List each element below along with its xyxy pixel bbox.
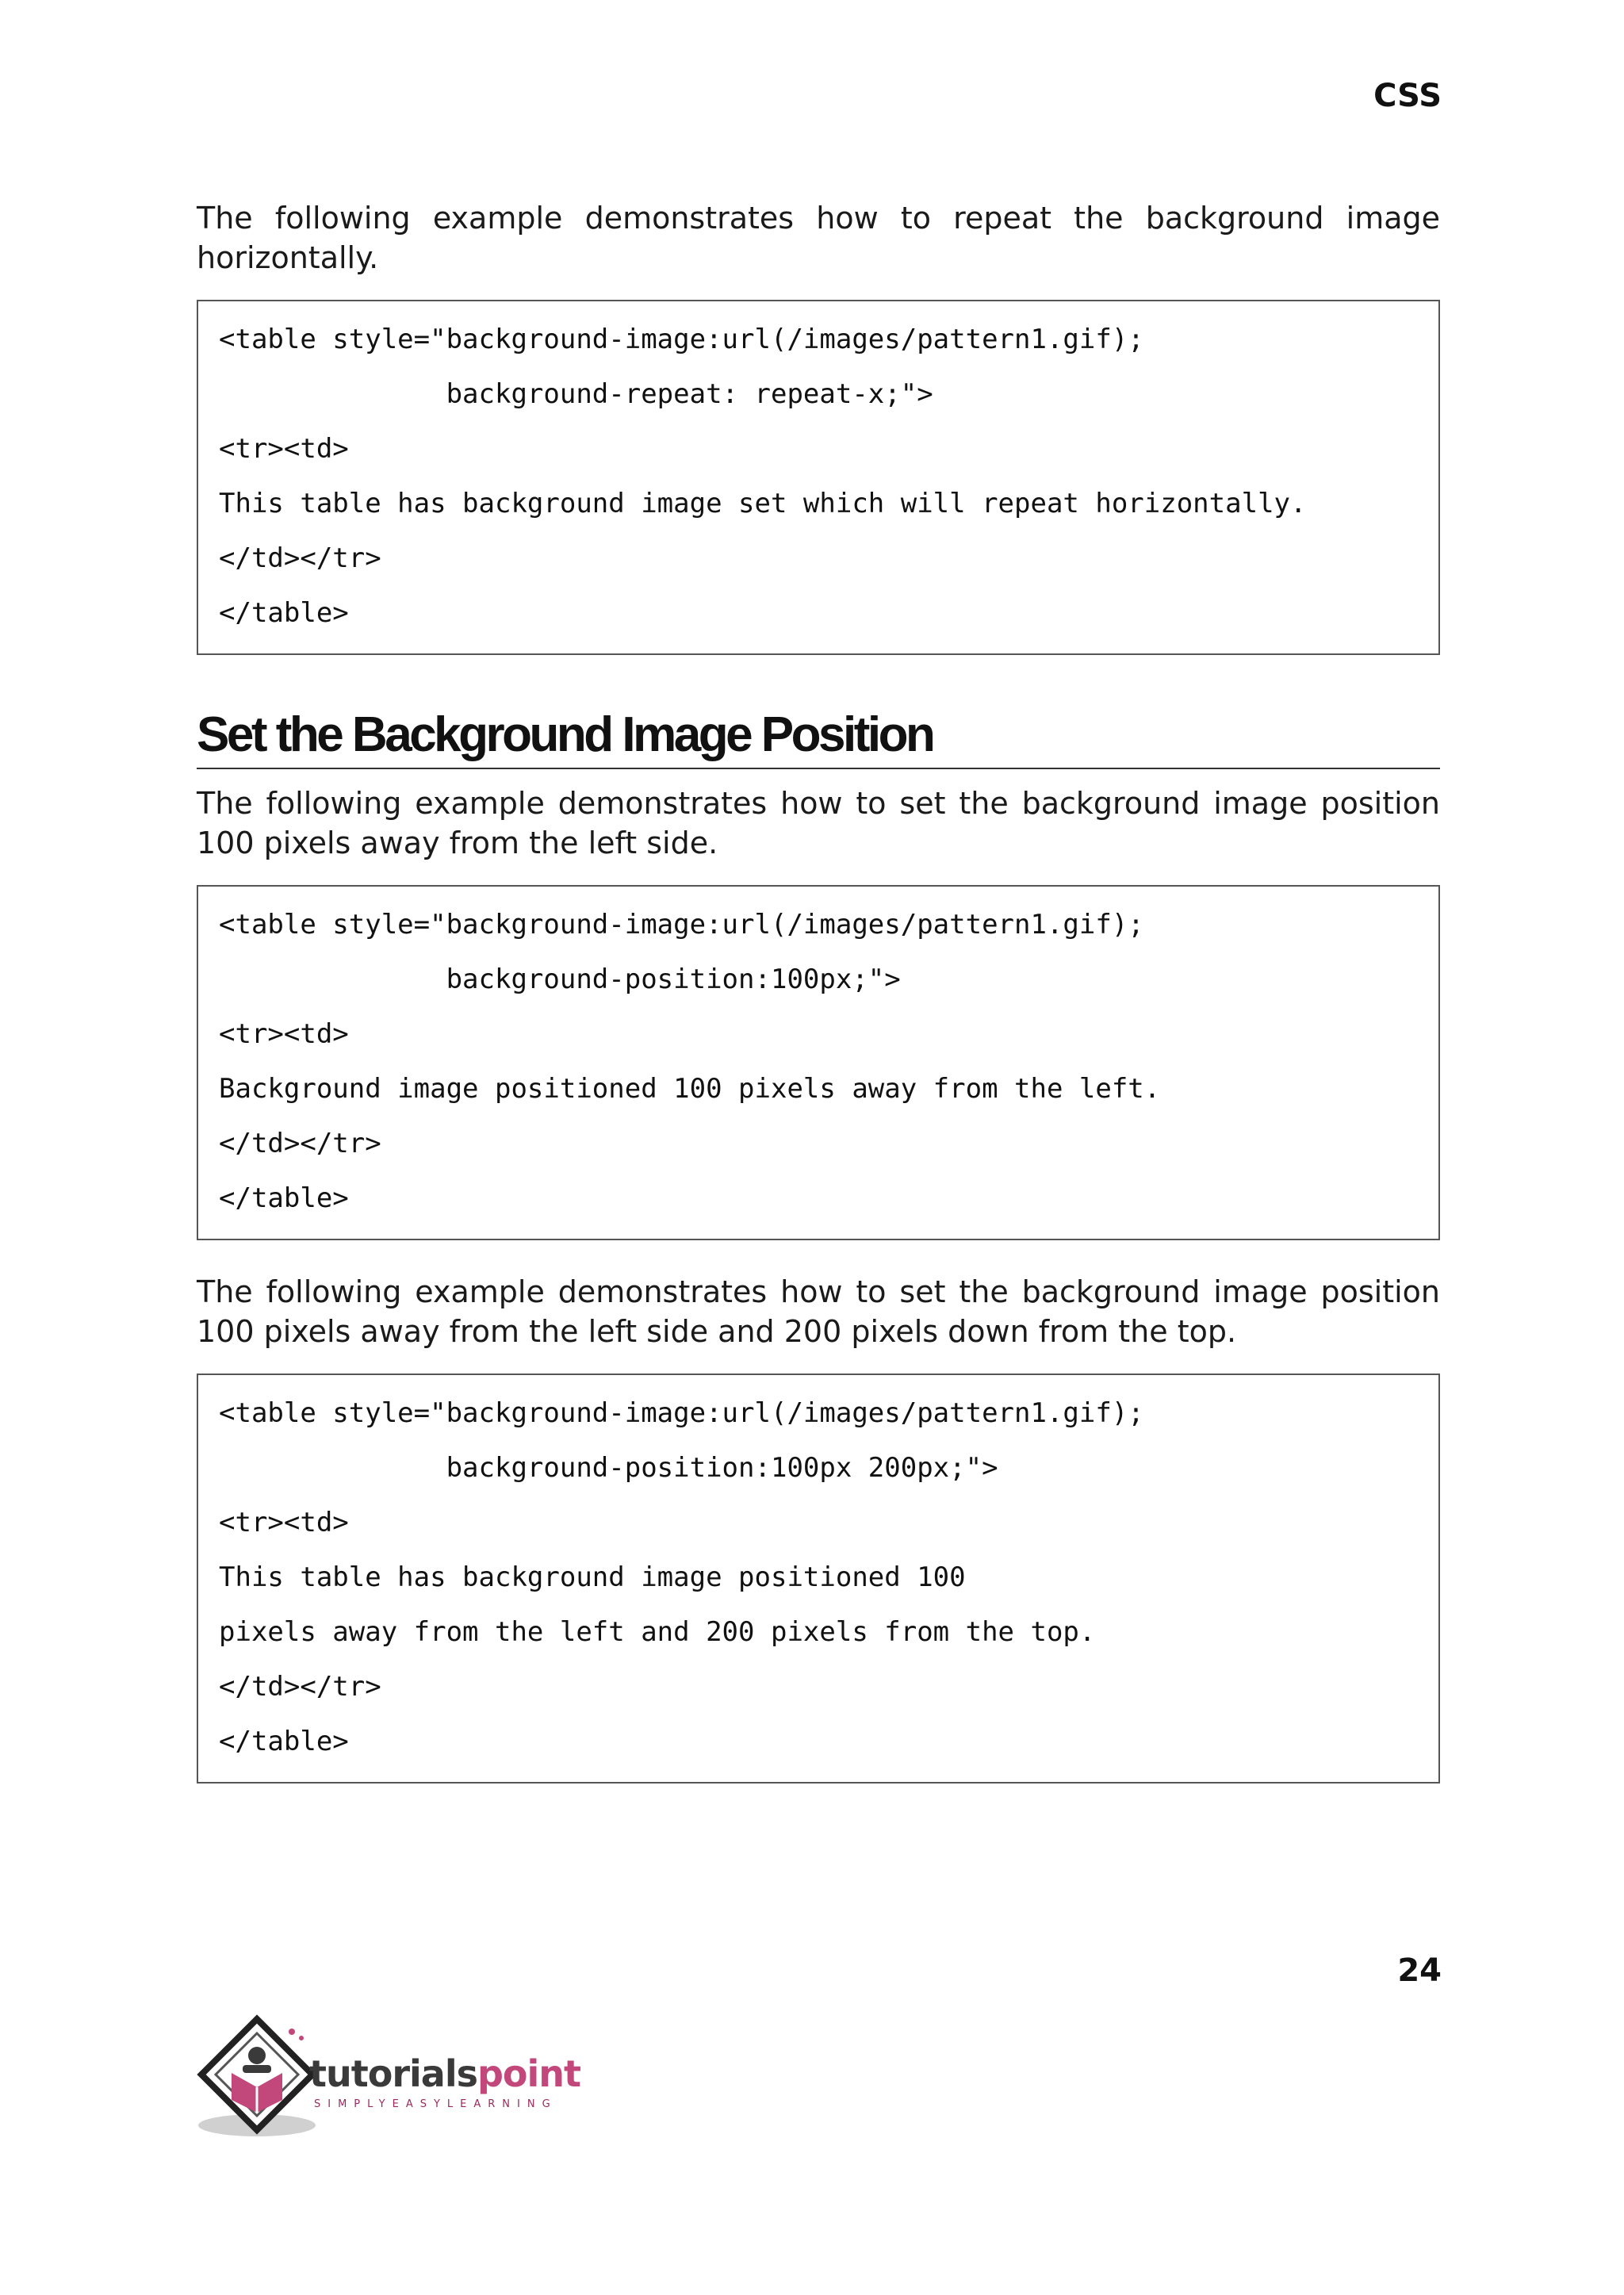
code-line: </td></tr> bbox=[219, 1128, 381, 1159]
code-line: This table has background image set which will repeat horizontally. bbox=[219, 488, 1307, 519]
page-content bbox=[197, 198, 1440, 1784]
code-line: </td></tr> bbox=[219, 1671, 381, 1703]
code-line: background-repeat: repeat-x;"> bbox=[219, 378, 933, 410]
code-line: Background image positioned 100 pixels away from the left. bbox=[219, 1073, 1161, 1105]
code-block-repeat-x bbox=[197, 300, 1440, 655]
section-heading: Set the Background Image Position bbox=[197, 706, 1440, 769]
position-paragraph: The following example demonstrates how to set the background image position 100 pixels away from the left side. bbox=[197, 786, 1440, 860]
code-line: </table> bbox=[219, 1726, 349, 1757]
page-number: 24 bbox=[1397, 1952, 1442, 1989]
code-line: <table style="background-image:url(/images/pattern1.gif); bbox=[219, 1397, 1144, 1429]
code-line: </td></tr> bbox=[219, 542, 381, 574]
code-line: <tr><td> bbox=[219, 1018, 349, 1050]
running-header: CSS bbox=[1373, 78, 1442, 114]
code-block-position-x bbox=[197, 885, 1440, 1240]
code-line: <tr><td> bbox=[219, 433, 349, 465]
code-line: background-position:100px;"> bbox=[219, 964, 901, 995]
logo-word-tutorials: tutorials bbox=[309, 2052, 477, 2095]
position-xy-paragraph: The following example demonstrates how to set the background image position 100 pixels away from the left side and 200 pixels down from the top. bbox=[197, 1274, 1440, 1349]
code-line: pixels away from the left and 200 pixels from the top. bbox=[219, 1616, 1096, 1648]
logo-word-point: point bbox=[477, 2052, 581, 2095]
logo-tagline: SIMPLYEASYLEARNING bbox=[314, 2098, 557, 2110]
code-line: <tr><td> bbox=[219, 1507, 349, 1538]
code-line: <table style="background-image:url(/images/pattern1.gif); bbox=[219, 909, 1144, 941]
intro-paragraph: The following example demonstrates how to repeat the background image horizontally. bbox=[197, 201, 1440, 275]
tutorialspoint-logo bbox=[197, 2014, 609, 2141]
code-line: </table> bbox=[219, 1182, 349, 1214]
code-block-position-xy bbox=[197, 1374, 1440, 1784]
code-line: <table style="background-image:url(/images/pattern1.gif); bbox=[219, 324, 1144, 355]
code-line: background-position:100px 200px;"> bbox=[219, 1452, 998, 1484]
code-line: This table has background image positioned 100 bbox=[219, 1561, 966, 1593]
logo-emblem-icon bbox=[197, 2014, 324, 2141]
logo-wordmark bbox=[309, 2052, 580, 2095]
code-line: </table> bbox=[219, 597, 349, 629]
